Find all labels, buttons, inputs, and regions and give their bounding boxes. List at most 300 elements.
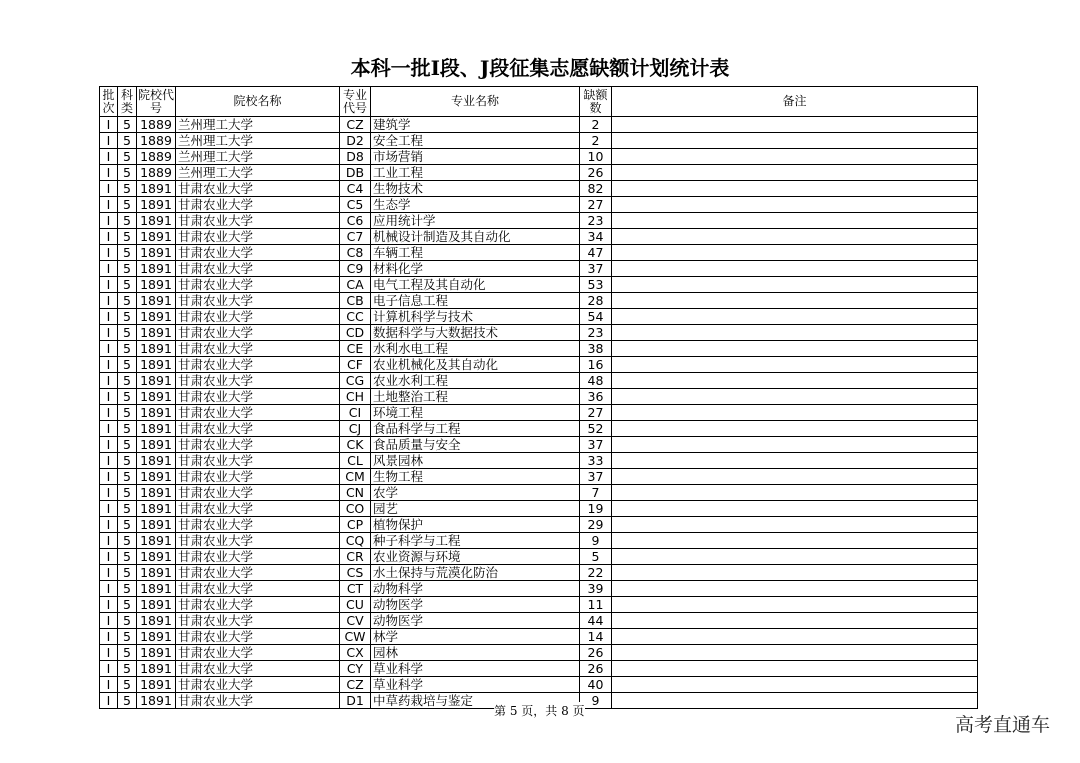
cell-major-name: 市场营销 xyxy=(371,149,580,165)
cell-major-name: 机械设计制造及其自动化 xyxy=(371,229,580,245)
table-row xyxy=(100,597,978,613)
cell-vacancy: 40 xyxy=(580,677,612,693)
table-row xyxy=(100,501,978,517)
cell-school-code: 1891 xyxy=(137,421,176,437)
cell-vacancy: 22 xyxy=(580,565,612,581)
cell-school-name: 甘肃农业大学 xyxy=(176,581,340,597)
cell-school-name: 甘肃农业大学 xyxy=(176,693,340,709)
header-vacancy: 缺额数 xyxy=(580,87,612,117)
cell-school-name: 甘肃农业大学 xyxy=(176,213,340,229)
cell-remarks xyxy=(612,373,978,389)
cell-vacancy: 2 xyxy=(580,133,612,149)
cell-school-code: 1891 xyxy=(137,693,176,709)
page-footer: 第 5 页，共 8 页 xyxy=(494,704,585,718)
cell-remarks xyxy=(612,389,978,405)
cell-major-code: CY xyxy=(340,661,371,677)
table-row xyxy=(100,661,978,677)
cell-school-code: 1891 xyxy=(137,213,176,229)
cell-subject: 5 xyxy=(118,613,137,629)
cell-vacancy: 23 xyxy=(580,213,612,229)
table-row xyxy=(100,197,978,213)
cell-remarks xyxy=(612,661,978,677)
cell-major-name: 植物保护 xyxy=(371,517,580,533)
cell-remarks xyxy=(612,117,978,133)
header-school-code: 院校代号 xyxy=(137,87,174,115)
cell-vacancy: 27 xyxy=(580,197,612,213)
cell-school-code: 1891 xyxy=(137,629,176,645)
cell-school-name: 甘肃农业大学 xyxy=(176,197,340,213)
cell-vacancy: 10 xyxy=(580,149,612,165)
cell-batch: I xyxy=(100,501,118,517)
cell-school-name: 甘肃农业大学 xyxy=(176,325,340,341)
cell-major-name: 园艺 xyxy=(371,501,580,517)
cell-batch: I xyxy=(100,117,118,133)
cell-major-name: 林学 xyxy=(371,629,580,645)
cell-school-code: 1891 xyxy=(137,645,176,661)
cell-batch: I xyxy=(100,645,118,661)
page-title: 本科一批I段、J段征集志愿缺额计划统计表 xyxy=(350,56,730,80)
cell-vacancy: 27 xyxy=(580,405,612,421)
table-row xyxy=(100,613,978,629)
cell-major-name: 材料化学 xyxy=(371,261,580,277)
cell-subject: 5 xyxy=(118,325,137,341)
cell-remarks xyxy=(612,421,978,437)
cell-vacancy: 53 xyxy=(580,277,612,293)
cell-vacancy: 47 xyxy=(580,245,612,261)
cell-school-code: 1889 xyxy=(137,133,176,149)
cell-subject: 5 xyxy=(118,501,137,517)
cell-school-name: 兰州理工大学 xyxy=(176,133,340,149)
cell-vacancy: 26 xyxy=(580,165,612,181)
cell-subject: 5 xyxy=(118,117,137,133)
cell-major-name: 计算机科学与技术 xyxy=(371,309,580,325)
cell-school-name: 兰州理工大学 xyxy=(176,149,340,165)
cell-vacancy: 44 xyxy=(580,613,612,629)
cell-school-name: 甘肃农业大学 xyxy=(176,613,340,629)
cell-major-code: CU xyxy=(340,597,371,613)
cell-major-code: CK xyxy=(340,437,371,453)
cell-major-code: CF xyxy=(340,357,371,373)
cell-batch: I xyxy=(100,373,118,389)
cell-school-code: 1889 xyxy=(137,149,176,165)
cell-remarks xyxy=(612,277,978,293)
cell-school-code: 1891 xyxy=(137,389,176,405)
cell-school-name: 甘肃农业大学 xyxy=(176,517,340,533)
cell-subject: 5 xyxy=(118,661,137,677)
cell-subject: 5 xyxy=(118,341,137,357)
table-row xyxy=(100,389,978,405)
cell-batch: I xyxy=(100,437,118,453)
table-row xyxy=(100,677,978,693)
cell-school-code: 1891 xyxy=(137,341,176,357)
cell-subject: 5 xyxy=(118,133,137,149)
cell-subject: 5 xyxy=(118,389,137,405)
cell-batch: I xyxy=(100,629,118,645)
cell-vacancy: 26 xyxy=(580,661,612,677)
cell-school-code: 1889 xyxy=(137,117,176,133)
cell-vacancy: 23 xyxy=(580,325,612,341)
cell-major-code: DB xyxy=(340,165,371,181)
cell-batch: I xyxy=(100,661,118,677)
cell-remarks xyxy=(612,581,978,597)
cell-remarks xyxy=(612,517,978,533)
cell-batch: I xyxy=(100,517,118,533)
cell-vacancy: 36 xyxy=(580,389,612,405)
cell-vacancy: 39 xyxy=(580,581,612,597)
cell-batch: I xyxy=(100,453,118,469)
cell-remarks xyxy=(612,693,978,709)
cell-major-name: 风景园林 xyxy=(371,453,580,469)
cell-remarks xyxy=(612,613,978,629)
cell-remarks xyxy=(612,325,978,341)
cell-major-name: 种子科学与工程 xyxy=(371,533,580,549)
cell-vacancy: 9 xyxy=(580,693,612,709)
cell-vacancy: 48 xyxy=(580,373,612,389)
cell-major-code: CG xyxy=(340,373,371,389)
cell-remarks xyxy=(612,533,978,549)
cell-major-name: 食品科学与工程 xyxy=(371,421,580,437)
cell-school-name: 甘肃农业大学 xyxy=(176,309,340,325)
cell-school-code: 1891 xyxy=(137,533,176,549)
cell-school-name: 甘肃农业大学 xyxy=(176,421,340,437)
cell-school-name: 甘肃农业大学 xyxy=(176,437,340,453)
cell-vacancy: 38 xyxy=(580,341,612,357)
cell-school-name: 甘肃农业大学 xyxy=(176,229,340,245)
cell-major-code: CO xyxy=(340,501,371,517)
table-row xyxy=(100,133,978,149)
cell-school-code: 1891 xyxy=(137,581,176,597)
cell-school-code: 1891 xyxy=(137,325,176,341)
cell-major-name: 车辆工程 xyxy=(371,245,580,261)
cell-major-name: 水土保持与荒漠化防治 xyxy=(371,565,580,581)
cell-major-code: CV xyxy=(340,613,371,629)
cell-subject: 5 xyxy=(118,469,137,485)
cell-school-name: 甘肃农业大学 xyxy=(176,389,340,405)
cell-major-code: D1 xyxy=(340,693,371,709)
cell-remarks xyxy=(612,309,978,325)
cell-subject: 5 xyxy=(118,405,137,421)
table-row xyxy=(100,341,978,357)
table-row xyxy=(100,565,978,581)
cell-subject: 5 xyxy=(118,533,137,549)
cell-school-code: 1891 xyxy=(137,613,176,629)
cell-school-name: 兰州理工大学 xyxy=(176,165,340,181)
cell-major-name: 工业工程 xyxy=(371,165,580,181)
header-remarks: 备注 xyxy=(612,87,978,117)
cell-major-code: CC xyxy=(340,309,371,325)
table-row xyxy=(100,181,978,197)
cell-school-code: 1891 xyxy=(137,453,176,469)
cell-school-name: 甘肃农业大学 xyxy=(176,245,340,261)
cell-vacancy: 37 xyxy=(580,261,612,277)
table-row xyxy=(100,117,978,133)
cell-major-name: 环境工程 xyxy=(371,405,580,421)
cell-major-code: CN xyxy=(340,485,371,501)
cell-major-code: C7 xyxy=(340,229,371,245)
cell-major-code: C6 xyxy=(340,213,371,229)
cell-remarks xyxy=(612,293,978,309)
cell-major-name: 生物工程 xyxy=(371,469,580,485)
cell-major-code: C9 xyxy=(340,261,371,277)
cell-batch: I xyxy=(100,325,118,341)
cell-remarks xyxy=(612,565,978,581)
cell-subject: 5 xyxy=(118,293,137,309)
cell-subject: 5 xyxy=(118,597,137,613)
cell-school-code: 1891 xyxy=(137,597,176,613)
cell-vacancy: 16 xyxy=(580,357,612,373)
table-row xyxy=(100,213,978,229)
cell-batch: I xyxy=(100,613,118,629)
cell-vacancy: 9 xyxy=(580,533,612,549)
cell-batch: I xyxy=(100,149,118,165)
table-row xyxy=(100,437,978,453)
cell-remarks xyxy=(612,501,978,517)
cell-major-code: D2 xyxy=(340,133,371,149)
cell-batch: I xyxy=(100,565,118,581)
cell-batch: I xyxy=(100,245,118,261)
cell-remarks xyxy=(612,165,978,181)
cell-school-name: 甘肃农业大学 xyxy=(176,549,340,565)
cell-major-code: C8 xyxy=(340,245,371,261)
cell-batch: I xyxy=(100,485,118,501)
cell-remarks xyxy=(612,341,978,357)
cell-vacancy: 37 xyxy=(580,437,612,453)
cell-subject: 5 xyxy=(118,245,137,261)
cell-batch: I xyxy=(100,421,118,437)
cell-school-name: 甘肃农业大学 xyxy=(176,293,340,309)
cell-vacancy: 37 xyxy=(580,469,612,485)
table-row xyxy=(100,293,978,309)
cell-remarks xyxy=(612,213,978,229)
cell-batch: I xyxy=(100,693,118,709)
header-subject: 科类 xyxy=(118,87,137,117)
cell-vacancy: 29 xyxy=(580,517,612,533)
cell-subject: 5 xyxy=(118,357,137,373)
cell-school-name: 甘肃农业大学 xyxy=(176,645,340,661)
table-row xyxy=(100,277,978,293)
cell-remarks xyxy=(612,261,978,277)
table-row xyxy=(100,581,978,597)
cell-subject: 5 xyxy=(118,421,137,437)
cell-remarks xyxy=(612,645,978,661)
cell-major-code: CD xyxy=(340,325,371,341)
cell-vacancy: 11 xyxy=(580,597,612,613)
cell-remarks xyxy=(612,469,978,485)
cell-school-name: 甘肃农业大学 xyxy=(176,261,340,277)
cell-major-name: 草业科学 xyxy=(371,661,580,677)
table-row xyxy=(100,421,978,437)
cell-batch: I xyxy=(100,389,118,405)
cell-subject: 5 xyxy=(118,277,137,293)
cell-subject: 5 xyxy=(118,565,137,581)
cell-vacancy: 2 xyxy=(580,117,612,133)
cell-school-code: 1891 xyxy=(137,373,176,389)
cell-subject: 5 xyxy=(118,213,137,229)
cell-major-code: CQ xyxy=(340,533,371,549)
cell-batch: I xyxy=(100,533,118,549)
cell-school-name: 兰州理工大学 xyxy=(176,117,340,133)
cell-major-code: CA xyxy=(340,277,371,293)
cell-school-code: 1891 xyxy=(137,261,176,277)
cell-major-name: 中草药栽培与鉴定 xyxy=(371,693,580,709)
cell-batch: I xyxy=(100,341,118,357)
cell-major-name: 农学 xyxy=(371,485,580,501)
cell-subject: 5 xyxy=(118,165,137,181)
cell-major-code: D8 xyxy=(340,149,371,165)
cell-subject: 5 xyxy=(118,549,137,565)
cell-major-name: 动物医学 xyxy=(371,613,580,629)
cell-school-name: 甘肃农业大学 xyxy=(176,453,340,469)
cell-vacancy: 33 xyxy=(580,453,612,469)
header-major-code: 专业代号 xyxy=(340,87,371,117)
cell-major-name: 生态学 xyxy=(371,197,580,213)
cell-batch: I xyxy=(100,277,118,293)
cell-major-name: 应用统计学 xyxy=(371,213,580,229)
cell-school-code: 1889 xyxy=(137,165,176,181)
cell-school-code: 1891 xyxy=(137,229,176,245)
cell-major-code: C4 xyxy=(340,181,371,197)
cell-batch: I xyxy=(100,405,118,421)
cell-remarks xyxy=(612,597,978,613)
cell-school-code: 1891 xyxy=(137,405,176,421)
cell-subject: 5 xyxy=(118,677,137,693)
cell-batch: I xyxy=(100,133,118,149)
cell-major-name: 土地整治工程 xyxy=(371,389,580,405)
cell-subject: 5 xyxy=(118,581,137,597)
cell-major-name: 农业水利工程 xyxy=(371,373,580,389)
cell-school-name: 甘肃农业大学 xyxy=(176,357,340,373)
cell-school-name: 甘肃农业大学 xyxy=(176,629,340,645)
cell-school-code: 1891 xyxy=(137,549,176,565)
cell-subject: 5 xyxy=(118,453,137,469)
cell-batch: I xyxy=(100,549,118,565)
cell-subject: 5 xyxy=(118,437,137,453)
header-major-name: 专业名称 xyxy=(371,87,580,117)
cell-remarks xyxy=(612,437,978,453)
table-row xyxy=(100,149,978,165)
cell-school-code: 1891 xyxy=(137,357,176,373)
cell-school-code: 1891 xyxy=(137,293,176,309)
cell-subject: 5 xyxy=(118,261,137,277)
cell-school-code: 1891 xyxy=(137,181,176,197)
cell-subject: 5 xyxy=(118,517,137,533)
cell-vacancy: 28 xyxy=(580,293,612,309)
cell-major-name: 园林 xyxy=(371,645,580,661)
cell-school-name: 甘肃农业大学 xyxy=(176,597,340,613)
watermark: 高考直通车 xyxy=(954,714,1050,736)
cell-major-name: 安全工程 xyxy=(371,133,580,149)
table-row xyxy=(100,485,978,501)
header-school-name: 院校名称 xyxy=(176,87,340,117)
cell-batch: I xyxy=(100,261,118,277)
cell-batch: I xyxy=(100,677,118,693)
cell-school-code: 1891 xyxy=(137,677,176,693)
cell-major-code: CP xyxy=(340,517,371,533)
table-row xyxy=(100,165,978,181)
cell-batch: I xyxy=(100,357,118,373)
cell-remarks xyxy=(612,229,978,245)
cell-batch: I xyxy=(100,229,118,245)
cell-major-code: CI xyxy=(340,405,371,421)
cell-remarks xyxy=(612,677,978,693)
cell-subject: 5 xyxy=(118,645,137,661)
cell-major-code: CE xyxy=(340,341,371,357)
cell-school-code: 1891 xyxy=(137,469,176,485)
cell-major-code: CB xyxy=(340,293,371,309)
table-row xyxy=(100,549,978,565)
cell-major-name: 农业机械化及其自动化 xyxy=(371,357,580,373)
table-row xyxy=(100,629,978,645)
cell-batch: I xyxy=(100,469,118,485)
cell-school-name: 甘肃农业大学 xyxy=(176,565,340,581)
cell-batch: I xyxy=(100,597,118,613)
cell-vacancy: 5 xyxy=(580,549,612,565)
cell-vacancy: 52 xyxy=(580,421,612,437)
cell-remarks xyxy=(612,485,978,501)
cell-subject: 5 xyxy=(118,629,137,645)
cell-major-name: 电气工程及其自动化 xyxy=(371,277,580,293)
cell-subject: 5 xyxy=(118,693,137,709)
cell-subject: 5 xyxy=(118,485,137,501)
vacancy-table xyxy=(99,86,978,709)
cell-major-name: 食品质量与安全 xyxy=(371,437,580,453)
cell-batch: I xyxy=(100,181,118,197)
cell-major-name: 数据科学与大数据技术 xyxy=(371,325,580,341)
table-row xyxy=(100,453,978,469)
table-header-row xyxy=(100,87,978,117)
cell-batch: I xyxy=(100,165,118,181)
cell-batch: I xyxy=(100,293,118,309)
cell-school-code: 1891 xyxy=(137,197,176,213)
cell-vacancy: 7 xyxy=(580,485,612,501)
cell-subject: 5 xyxy=(118,229,137,245)
cell-remarks xyxy=(612,245,978,261)
cell-school-name: 甘肃农业大学 xyxy=(176,677,340,693)
cell-school-name: 甘肃农业大学 xyxy=(176,485,340,501)
cell-school-name: 甘肃农业大学 xyxy=(176,501,340,517)
cell-remarks xyxy=(612,549,978,565)
cell-vacancy: 34 xyxy=(580,229,612,245)
cell-batch: I xyxy=(100,197,118,213)
table-row xyxy=(100,373,978,389)
table-row xyxy=(100,533,978,549)
cell-subject: 5 xyxy=(118,309,137,325)
cell-school-name: 甘肃农业大学 xyxy=(176,181,340,197)
cell-vacancy: 19 xyxy=(580,501,612,517)
cell-major-code: CX xyxy=(340,645,371,661)
cell-school-code: 1891 xyxy=(137,661,176,677)
table-row xyxy=(100,261,978,277)
cell-major-code: CM xyxy=(340,469,371,485)
cell-subject: 5 xyxy=(118,373,137,389)
header-batch: 批次 xyxy=(100,87,118,117)
cell-major-code: CL xyxy=(340,453,371,469)
cell-remarks xyxy=(612,197,978,213)
table-row xyxy=(100,517,978,533)
cell-major-code: CZ xyxy=(340,117,371,133)
cell-major-code: CW xyxy=(340,629,371,645)
cell-remarks xyxy=(612,357,978,373)
cell-school-code: 1891 xyxy=(137,437,176,453)
cell-school-name: 甘肃农业大学 xyxy=(176,533,340,549)
cell-subject: 5 xyxy=(118,181,137,197)
cell-major-code: CZ xyxy=(340,677,371,693)
cell-school-code: 1891 xyxy=(137,485,176,501)
cell-remarks xyxy=(612,149,978,165)
cell-remarks xyxy=(612,181,978,197)
cell-remarks xyxy=(612,629,978,645)
cell-batch: I xyxy=(100,581,118,597)
